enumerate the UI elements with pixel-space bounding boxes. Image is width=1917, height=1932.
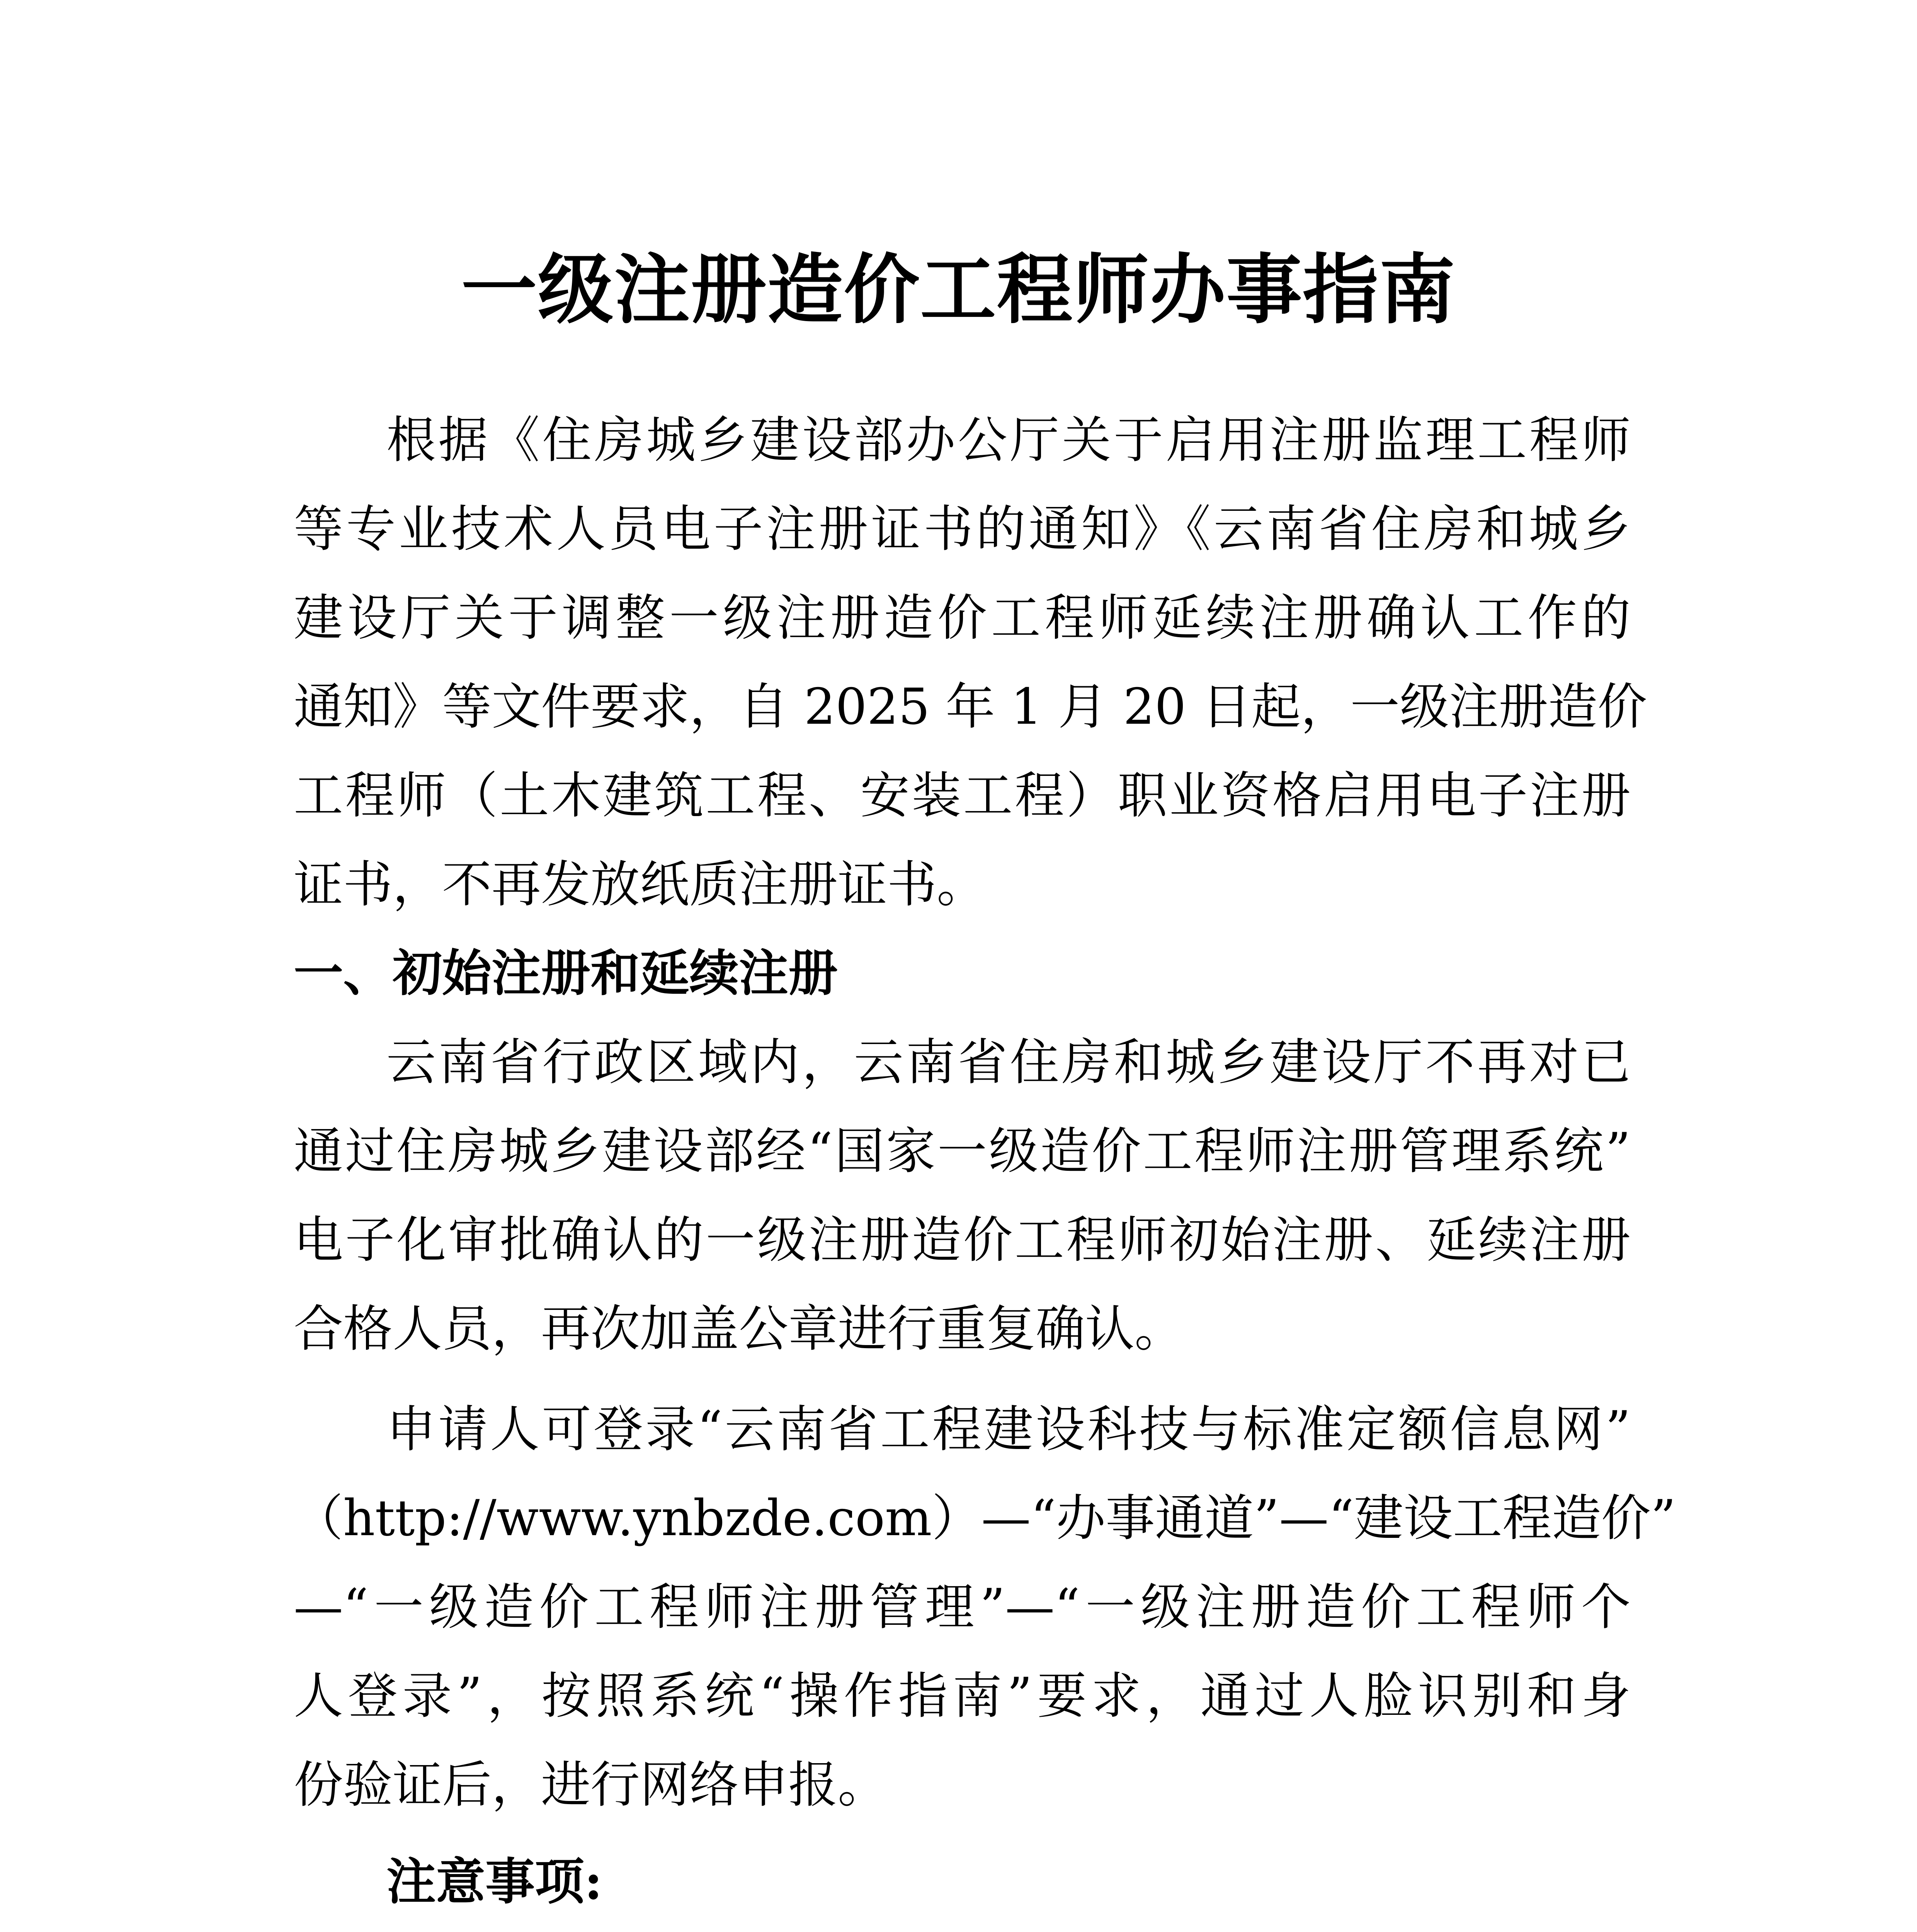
intro-line-3: 建设厅关于调整一级注册造价工程师延续注册确认工作的 — [294, 589, 1631, 647]
section1-para2-line-3: —“一级造价工程师注册管理”—“一级注册造价工程师个 — [294, 1578, 1631, 1636]
section1-para2-line-2: （http://www.ynbzde.com）—“办事通道”—“建设工程造价” — [294, 1490, 1676, 1547]
intro-line-2: 等专业技术人员电子注册证书的通知》《云南省住房和城乡 — [294, 500, 1631, 558]
section1-para1-line-1: 云南省行政区域内，云南省住房和城乡建设厅不再对已 — [386, 1034, 1631, 1091]
intro-line-4: 通知》等文件要求，自 2025 年 1 月 20 日起，一级注册造价 — [294, 678, 1647, 736]
section1-para1-line-4: 合格人员，再次加盖公章进行重复确认。 — [294, 1300, 1184, 1358]
section1-para1-line-3: 电子化审批确认的一级注册造价工程师初始注册、延续注册 — [294, 1211, 1631, 1269]
intro-line-6: 证书，不再发放纸质注册证书。 — [294, 856, 987, 913]
section-heading-initial-renewal: 一、初始注册和延续注册 — [294, 945, 838, 1002]
notes-heading: 注意事项: — [386, 1853, 603, 1911]
section1-para2-line-5: 份验证后，进行网络申报。 — [294, 1756, 888, 1814]
intro-line-1: 根据《住房城乡建设部办公厅关于启用注册监理工程师 — [386, 412, 1631, 469]
section1-para1-line-2: 通过住房城乡建设部经“国家一级造价工程师注册管理系统” — [294, 1122, 1631, 1180]
intro-line-5: 工程师（土木建筑工程、安装工程）职业资格启用电子注册 — [294, 767, 1631, 825]
document-title: 一级注册造价工程师办事指南 — [461, 245, 1456, 334]
section1-para2-line-1: 申请人可登录“云南省工程建设科技与标准定额信息网” — [386, 1401, 1631, 1458]
section1-para2-line-4: 人登录”，按照系统“操作指南”要求，通过人脸识别和身 — [294, 1667, 1631, 1725]
